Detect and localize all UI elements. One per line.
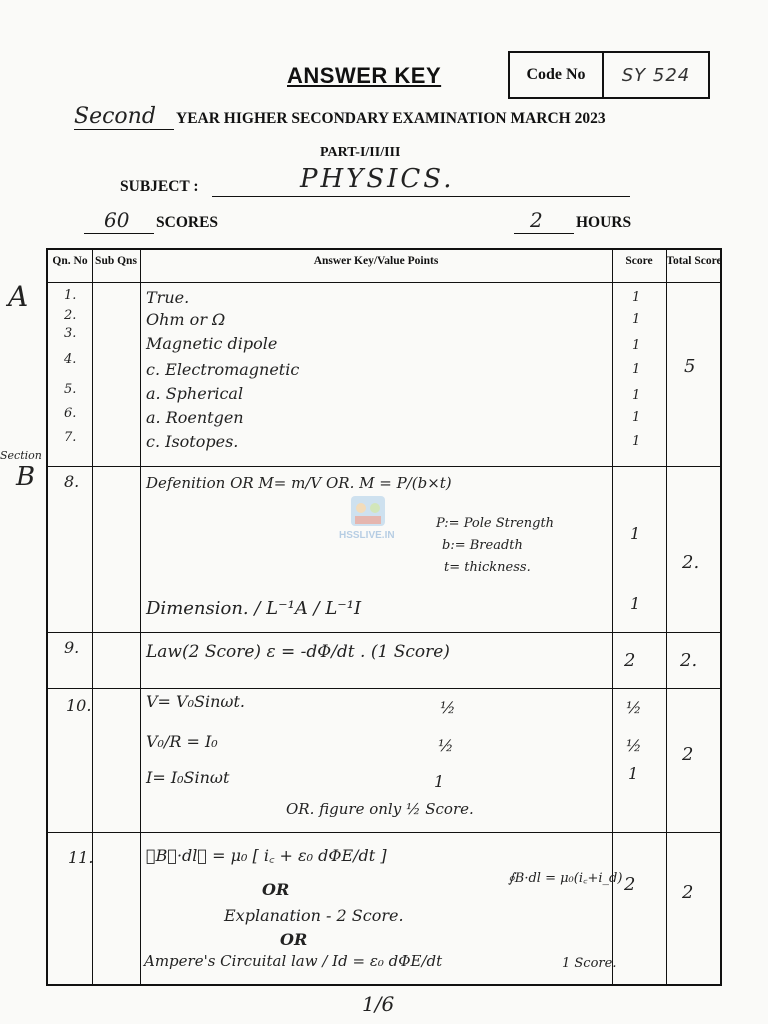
answer: Ohm or Ω — [146, 310, 226, 329]
score: ½ — [626, 698, 642, 717]
score: ½ — [626, 736, 642, 755]
qno: 4. — [64, 352, 77, 367]
qno: 2. — [64, 308, 77, 323]
page-title: ANSWER KEY — [287, 63, 442, 88]
row-divider — [48, 832, 720, 833]
qno: 7. — [64, 430, 77, 445]
code-value: SY 524 — [621, 64, 691, 86]
margin-section-label: Section — [0, 449, 42, 462]
col-divider — [92, 250, 93, 984]
answer: c. Electromagnetic — [146, 360, 300, 379]
answer-table — [46, 248, 722, 986]
answer-q11-alt-eq: ∮B·dl = μ₀(i꜀+i_d) — [508, 871, 623, 886]
exam-line — [74, 104, 694, 134]
answer-q8-def: b:= Breadth — [442, 538, 523, 553]
part-label: PART-I/II/III — [320, 145, 401, 160]
subject-label: SUBJECT : — [120, 178, 199, 195]
score: 1 — [632, 362, 641, 377]
header-answer: Answer Key/Value Points — [313, 255, 439, 267]
header-total: Total Score — [666, 255, 722, 267]
answer: Magnetic dipole — [146, 334, 278, 353]
value-q10: 1 — [434, 772, 445, 791]
score: 1 — [628, 764, 639, 783]
score: 1 — [632, 410, 641, 425]
score: 1 — [632, 388, 641, 403]
answer: True. — [146, 288, 190, 307]
total-score: 5 — [684, 356, 696, 377]
total-score: 2. — [680, 650, 698, 671]
total-score: 2. — [682, 552, 700, 573]
answer-q10: I= I₀Sinωt — [146, 768, 230, 787]
margin-section-b: B — [16, 462, 36, 492]
answer-q11-ampere: Ampere's Circuital law / Id = ε₀ dΦE/dt — [144, 952, 443, 970]
col-divider — [140, 250, 141, 984]
answer-q8-definition: Defenition OR M= m/V OR. M = P/(b×t) — [146, 474, 452, 492]
header-sub: Sub Qns — [95, 255, 137, 267]
exam-year-handwritten: Second — [74, 104, 174, 130]
total-score: 2 — [682, 744, 694, 765]
answer: a. Spherical — [146, 384, 244, 403]
value-q10: ½ — [438, 736, 454, 755]
qno: 8. — [64, 472, 80, 491]
score: 1 — [630, 524, 641, 543]
answer-q10: V= V₀Sinωt. — [146, 692, 245, 711]
score: 2 — [624, 874, 636, 895]
score: 1 — [632, 290, 641, 305]
qno: 11. — [68, 848, 94, 867]
header-qn: Qn. No — [52, 255, 88, 267]
header-score: Score — [625, 255, 653, 267]
value-q10: ½ — [440, 698, 456, 717]
row-divider — [48, 688, 720, 689]
code-label: Code No — [510, 53, 604, 97]
score: 1 — [632, 338, 641, 353]
answer: a. Roentgen — [146, 408, 244, 427]
exam-title: YEAR HIGHER SECONDARY EXAMINATION MARCH 2023 — [176, 110, 606, 127]
answer-q11-ampere-score: 1 Score. — [562, 956, 617, 971]
qno: 1. — [64, 288, 77, 303]
scores-underline — [84, 233, 154, 234]
score: 2 — [624, 650, 636, 671]
code-box — [508, 51, 710, 99]
score: 1 — [632, 312, 641, 327]
page-number: 1/6 — [362, 992, 395, 1016]
row-divider — [48, 632, 720, 633]
answer-q11-explain: Explanation - 2 Score. — [224, 906, 404, 925]
scores-label: SCORES — [156, 214, 219, 231]
hours-value: 2 — [530, 208, 543, 232]
subject-underline — [212, 196, 630, 197]
score: 1 — [630, 594, 641, 613]
qno: 9. — [64, 638, 80, 657]
answer-q8-dimension: Dimension. / L⁻¹A / L⁻¹I — [146, 598, 362, 619]
answer-q11-eq: ∮B⃗·dl⃗ = μ₀ [ i꜀ + ε₀ dΦE/dt ] — [146, 846, 387, 865]
hours-underline — [514, 233, 574, 234]
answer-q9: Law(2 Score) ε = -dΦ/dt . (1 Score) — [146, 642, 450, 662]
qno: 3. — [64, 326, 77, 341]
answer-q8-def: t= thickness. — [444, 560, 531, 575]
scores-value: 60 — [104, 208, 130, 232]
answer-q11-or: OR — [280, 930, 308, 949]
answer: c. Isotopes. — [146, 432, 239, 451]
note-q10: OR. figure only ½ Score. — [286, 800, 474, 818]
answer-q8-def: P:= Pole Strength — [436, 516, 555, 531]
answer-q10: V₀/R = I₀ — [146, 732, 218, 751]
hours-label: HOURS — [576, 214, 632, 231]
qno: 10. — [66, 696, 92, 715]
answer-q11-or: OR — [262, 880, 290, 899]
watermark-icon — [333, 490, 403, 550]
qno: 5. — [64, 382, 77, 397]
margin-section-a: A — [8, 280, 29, 313]
subject-value: PHYSICS. — [300, 164, 455, 194]
col-divider — [666, 250, 667, 984]
watermark-logo — [333, 490, 403, 550]
row-divider — [48, 466, 720, 467]
score: 1 — [632, 434, 641, 449]
watermark-text: HSSLIVE.IN — [339, 530, 395, 541]
total-score: 2 — [682, 882, 694, 903]
row-divider — [48, 282, 720, 283]
qno: 6. — [64, 406, 77, 421]
